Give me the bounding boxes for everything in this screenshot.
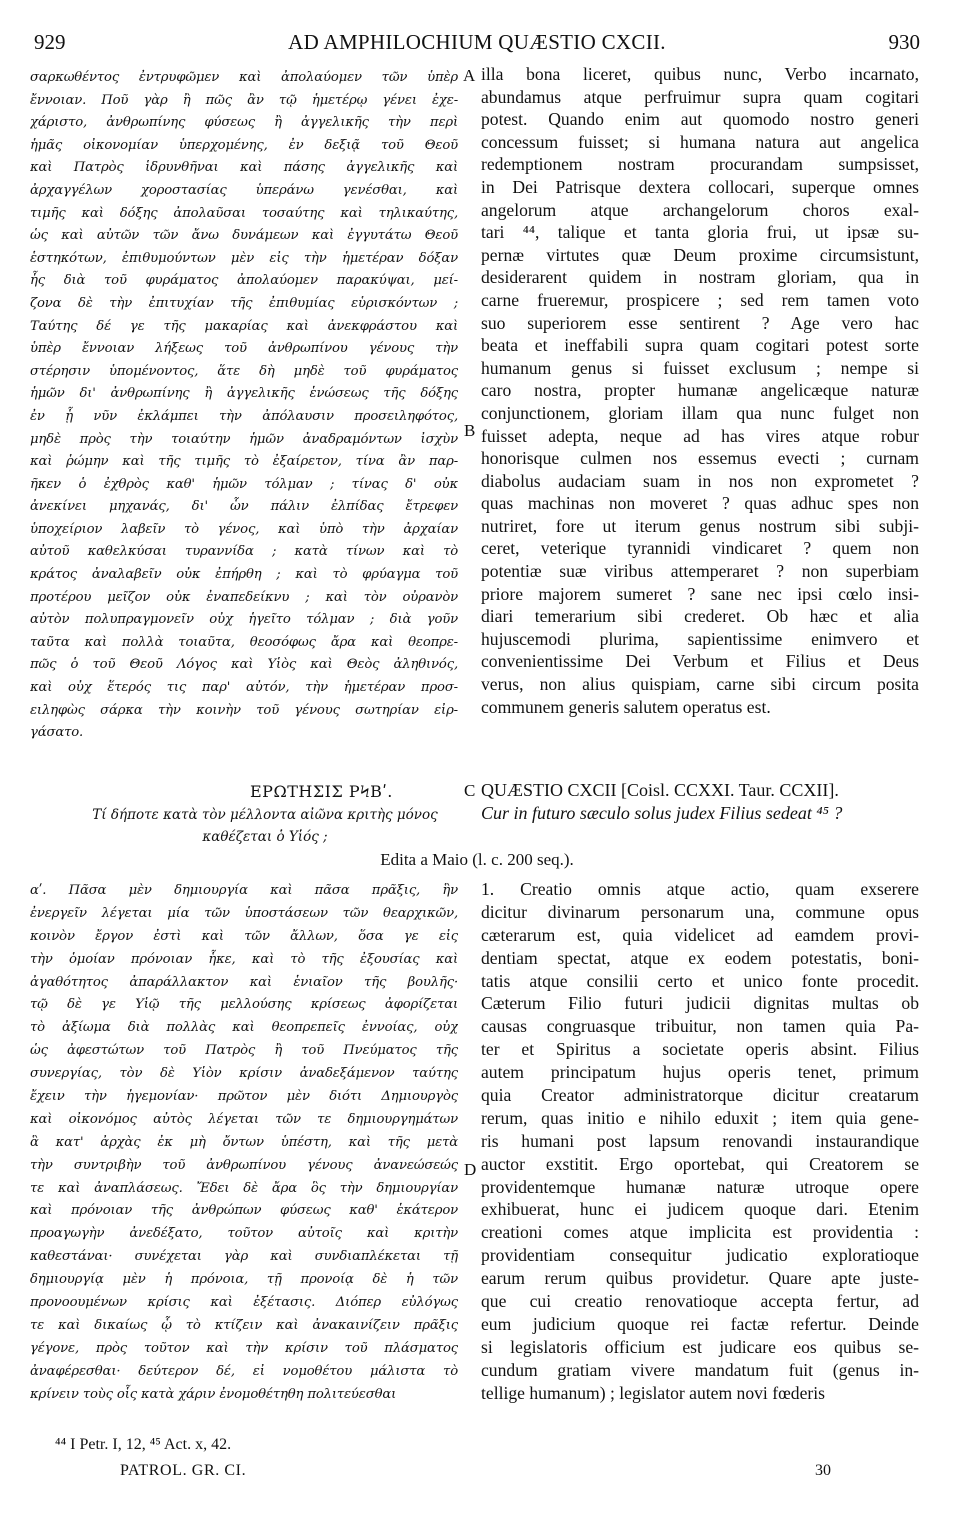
- text-line: ταῦτα καὶ πολλὰ τοιαῦτα, θεοσόφως ἄρα καὶ θεοπρε-: [30, 634, 458, 650]
- text-line: providentemque humanæ naturæ utroque opere: [481, 1176, 919, 1197]
- text-line: τὸ ἀξίωμα διὰ πολλὰς καὶ θεοπρεπεῖς ἐννοίας, οὐχ: [30, 1020, 458, 1036]
- text-line: ἃ κατ' ἀρχὰς ἐκ μὴ ὄντων ὑπέστη, καὶ τῆς μετὰ: [30, 1134, 458, 1150]
- running-title: AD AMPHILOCHIUM QUÆSTIO CXCII.: [288, 30, 666, 54]
- text-line: fuisset adepta, neque ad has vires atque robur: [481, 425, 919, 446]
- text-line: προνοουμένων κρίσις καὶ ἐξέτασις. Διόπερ εὐλόγως: [30, 1295, 458, 1311]
- greek-subtitle-line: Τί δήποτε κατὰ τὸν μέλλοντα αἰῶνα κριτὴς μόνος: [92, 807, 438, 823]
- edition-note: Edita a Maio (l. c. 200 seq.).: [380, 850, 574, 869]
- text-line: diari temerarium sibi crederet. Ob hæc et alia: [481, 606, 919, 627]
- text-line: verus, non alius quispiam, carne sibi circum posita: [481, 674, 919, 695]
- text-line: priore majorem sumeret ? sane nec ipsi cœlo insi-: [481, 583, 919, 604]
- text-line: ὑποχείριον λαβεῖν τὸ γένος, καὶ ὑπὸ τὴν ἀρχαίαν: [30, 521, 458, 537]
- text-line: ἀναφέρεσθαι· δεύτερον δέ, εἰ νομοθέτου μάλιστα τὸ: [30, 1363, 458, 1379]
- text-line: que cui creatio renovatioque accepta fertur, ad: [481, 1291, 919, 1312]
- text-line: exhibuerat, hunc ei judicem quoque dari. Etenim: [481, 1199, 919, 1220]
- text-line: communem generis salutem operatus est.: [481, 696, 771, 717]
- text-line: cundum gratiam vivere mandatum fuit (genus in-: [481, 1359, 919, 1380]
- text-line: τὴν συντριβὴν τοῦ ἀνθρωπίνου γένους ἀνανεώσεώς: [30, 1157, 458, 1173]
- text-line: στέρησιν ὑπομένοντος, ἅτε δὴ μηδὲ τοῦ φυράματος: [30, 363, 458, 379]
- text-line: ceret, veterique tyrannidi vindicaret ? quem non: [481, 538, 919, 559]
- greek-question-subtitle: [70, 804, 460, 848]
- text-line: ἡμῶν δι' ἀνθρωπίνης ἢ ἀγγελικῆς ἑνώσεως τῆς δόξης: [30, 386, 458, 402]
- text-line: potentiæ suæ viribus attemperaret ? non superbiam: [481, 561, 919, 582]
- text-line: ῆκεν ὁ ἐχθρὸς καθ' ἡμῶν τόλμαν ; τίνας δ' οὐκ: [30, 476, 458, 492]
- text-line: tari ⁴⁴, talique et tanta gloria frui, ut ipsæ su-: [481, 222, 919, 243]
- text-line: quia Creator administratorque dicitur creatarum: [481, 1085, 919, 1106]
- text-line: δημιουργίᾳ μὲν ἡ πρόνοια, τῇ προνοίᾳ δὲ ἡ τῶν: [30, 1272, 458, 1288]
- text-line: καὶ Πατρὸς ἱδρυνθῆναι καὶ πάσης ἀγγελικῆς καὶ: [30, 160, 458, 176]
- text-line: ὑπὲρ ἔννοιαν λήξεως τοῦ ἀνθρωπίνου γένους τὴν: [30, 341, 458, 357]
- text-line: ris humani post lapsum renovandi instaurandique: [481, 1130, 919, 1151]
- text-line: in Dei Patrisque dextera collocari, superque omnes: [481, 176, 919, 197]
- latin-question-title: QUÆSTIO CXCII [Coisl. CCXXI. Taur. CCXII].: [481, 780, 839, 800]
- text-line: humanum genus si fuisset exclusum ; nempe si: [481, 357, 919, 378]
- text-line: ἀνεκίνει μηχανάς, δι' ὧν πάλιν ἐλπίδας ἔτρεφεν: [30, 499, 458, 515]
- text-line: convenientissime Dei Verbum et Filius et Deus: [481, 651, 919, 672]
- text-line: ἀρχαγγέλων χοροστασίας ὑπεράνω γενέσθαι, καὶ: [30, 182, 458, 198]
- text-line: ειληφὼς σάρκα τὴν κοινὴν τοῦ γένους σωτηρίαν εἰρ-: [30, 702, 458, 718]
- text-line: καὶ οὐχ ἕτερός τις παρ' αὐτόν, τὴν ἡμετέραν προσ-: [30, 680, 458, 696]
- text-line: dicitur divinarum personarum una, commune opus: [481, 901, 919, 922]
- text-line: quas machinas non moveret ? quas adhuc spes non: [481, 493, 919, 514]
- text-line: cæterarum est, quia videlicet ad eamdem provi-: [481, 924, 919, 945]
- text-line: ἐν ᾗ νῦν ἐκλάμπει τὴν ἀπόλαυσιν προσειληφότος,: [30, 408, 458, 424]
- text-line: καὶ ῥώμην καὶ τῆς τιμῆς τὸ ἐξαίρετον, τίνα ἂν παρ-: [30, 454, 458, 470]
- text-line: ἔννοιαν. Ποῦ γὰρ ἢ πῶς ἂν τῷ ἡμετέρῳ γένει ἐχε-: [30, 92, 458, 108]
- text-line: ἧς διὰ τοῦ φυράματος ἀπολαύομεν παρακύψαι, μεί-: [30, 273, 458, 289]
- latin-column-bottom: [481, 878, 919, 1404]
- text-line: ἀγαθότητος ἀπαράλλακτον καὶ ἑνιαῖον τῆς βουλῆς·: [30, 974, 458, 990]
- text-line: ἐνεργεῖν λέγεται μία τῶν ὑποστάσεων τῶν θεαρχικῶν,: [30, 905, 458, 921]
- text-line: ὡς ἀφεστώτων τοῦ Πατρὸς ἢ τοῦ Πνεύματος τῆς: [30, 1043, 458, 1059]
- text-line: Cæterum Filio futuri judicii dignitas multas ob: [481, 993, 919, 1014]
- text-line: σαρκωθέντος ἐντρυφῶμεν καὶ ἀπολαύομεν τῶν ὑπὲρ: [30, 70, 458, 85]
- text-line: honorisque culmen nos essemus evecti ; curnam: [481, 448, 919, 469]
- text-line: auctor exstitit. Ergo oportebat, qui Creatorem se: [481, 1153, 919, 1174]
- text-line: eum judicium quoque rei factæ refertur. Deinde: [481, 1313, 919, 1334]
- greek-column-top: [30, 67, 458, 745]
- text-line: abundamus atque perfruimur supra quam cogitari: [481, 86, 919, 107]
- margin-marker-d: D: [464, 1160, 477, 1179]
- text-line: τε καὶ δικαίως ᾧ τὸ κτίζειν καὶ ἀνακαινίζειν πρᾶξις: [30, 1317, 458, 1333]
- text-line: hujuscemodi plurima, sapientissime enimvero et: [481, 628, 919, 649]
- text-line: carne fruerемur, prospicere ; sed rem tamen voto: [481, 289, 919, 310]
- series-label: PATROL. GR. CI.: [120, 1462, 247, 1479]
- text-line: ter et Spiritus a societate operis absint. Filius: [481, 1039, 919, 1060]
- page-number-left: 929: [34, 30, 66, 54]
- text-line: caro nostra, propter humanæ angelicæque naturæ: [481, 380, 919, 401]
- text-line: αὐτοῦ καθελκύσαι τυραννίδα ; κατὰ τίνων καὶ τὸ: [30, 544, 458, 560]
- greek-question-title: ΕΡΩΤΗΣΙΣ ΡϞΒʹ.: [250, 782, 393, 801]
- text-line: κρίνειν τοὺς οἷς κατὰ χάριν ἐνομοθέτηθη πολιτεύεσθαι: [30, 1386, 397, 1402]
- text-line: 1. Creatio omnis atque actio, quam exserere: [481, 879, 919, 899]
- footnotes: ⁴⁴ I Petr. I, 12, ⁴⁵ Act. x, 42.: [55, 1436, 232, 1453]
- text-line: αὐτὸν πολυπραγμονεῖν οὐχ ἡγεῖτο τόλμαν ; διὰ γοῦν: [30, 612, 458, 628]
- text-line: προτέρου μεῖζον οὐκ ἐναπεδείκνυ ; καὶ τὸν οὐρανὸν: [30, 589, 458, 605]
- text-line: potest. Quando enim aut quomodo nostro generi: [481, 109, 919, 130]
- text-line: ἡμᾶς οἰκονομίαν ὑπερχομένης, ἐν δεξιᾷ τοῦ Θεοῦ: [30, 137, 458, 153]
- text-line: concessum fuisset; si humana natura aut angelica: [481, 131, 919, 152]
- text-line: conjunctionem, gloriam illam qua nunc fulget non: [481, 402, 919, 423]
- text-line: diabolus audaciam suam in nos non exprometet ?: [481, 470, 919, 491]
- text-line: earum rerum quibus providetur. Quare apte juste-: [481, 1268, 919, 1289]
- text-line: κοινὸν ἔργον ἐστὶ καὶ τῶν ἄλλων, ὅσα γε εἰς: [30, 928, 458, 944]
- text-line: autem principatum hujus operis tenet, primum: [481, 1062, 919, 1083]
- text-line: καθεστάναι· συνέχεται γὰρ καὶ συνδιαπλέκεται τῇ: [30, 1249, 458, 1265]
- text-line: desiderarent quidem in nostram gloriam, qua in: [481, 267, 919, 288]
- text-line: καὶ πρόνοιαν τῆς ἀνθρώπων φύσεως καθ' ἑκάτερον: [30, 1203, 458, 1219]
- text-line: προαγωγὴν ἀνεδέξατο, τοῦτον αὐτοῖς καὶ κριτὴν: [30, 1226, 458, 1242]
- text-line: creationi comes atque implicita est providentia :: [481, 1222, 919, 1243]
- greek-column-bottom: [30, 880, 458, 1406]
- text-line: pernæ virtutes quæ Deum proxime circumsistunt,: [481, 244, 919, 265]
- margin-marker-a: A: [463, 66, 476, 85]
- text-line: Ταύτης δέ γε τῆς μακαρίας καὶ ἀνεκφράστου καὶ: [30, 318, 458, 334]
- text-line: τιμῆς καὶ δόξης ἀπολαῦσαι τοσαύτης καὶ τηλικαύτης,: [30, 205, 458, 221]
- text-line: angelorum atque archangelorum choros exal-: [481, 199, 919, 220]
- text-line: providentiam consequitur judicatio exploratioque: [481, 1245, 919, 1266]
- text-line: tatis atque consilii certo et unico fonte procedit.: [481, 970, 919, 991]
- text-line: τε καὶ ἀναπλάσεως. Ἔδει δὲ ἄρα ὃς τὴν δημιουργίαν: [30, 1180, 458, 1196]
- text-line: μηδὲ πρὸς τὴν τοιαύτην ἡμῶν ἀναδραμόντων ἰσχὺν: [30, 431, 458, 447]
- page-header: [34, 30, 920, 60]
- page-number-right: 930: [888, 30, 920, 54]
- text-line: γέγονε, πρὸς τοῦτον καὶ τὴν κρίσιν τοῦ πλάσματος: [30, 1340, 458, 1356]
- text-line: ἔχειν τὴν ἡγεμονίαν· πρῶτον μὲν διότι Δημιουργὸς: [30, 1089, 458, 1105]
- text-line: beata et ineffabili supra quam cogitari potest sorte: [481, 335, 919, 356]
- text-line: κράτος ἀναλαβεῖν οὐκ ἐπήρθη ; καὶ τὸ φρύαγμα τοῦ: [30, 567, 458, 583]
- text-line: nutriret, fore ut iterum genus nostrum sibi subji-: [481, 515, 919, 536]
- text-line: tellige humanum) ; legislator autem novi fœderis: [481, 1382, 825, 1403]
- text-line: suo superiorem esse sentirent ? Age vero hac: [481, 312, 919, 333]
- text-line: ὡς καὶ αὐτῶν τῶν ἄνω δυνάμεων καὶ ἐγγυτάτω Θεοῦ: [30, 228, 458, 244]
- margin-marker-c: C: [464, 781, 476, 800]
- text-line: πῶς ὁ τοῦ Θεοῦ Λόγος καὶ Υἱὸς καὶ Θεὸς ἀληθινός,: [30, 657, 458, 673]
- text-line: ἑστηκότων, ἐπιθυμούντων μὲν εἰς τὴν ἡμετέραν δόξαν: [30, 250, 458, 266]
- latin-question-subtitle: Cur in futuro sæculo solus judex Filius sedeat ⁴⁵ ?: [481, 803, 843, 823]
- text-line: χάριστο, ἀνθρωπίνης φύσεως ἢ ἀγγελικῆς τὴν περὶ: [30, 115, 458, 131]
- text-line: καὶ οἰκονόμος αὐτὸς λέγεται τῶν τε δημιουργημάτων: [30, 1111, 458, 1127]
- margin-marker-b: B: [464, 421, 476, 440]
- text-line: redemptionem nostram procurandam sumpsisset,: [481, 154, 919, 175]
- text-line: ζονα δὲ τὴν ἐπιτυχίαν τῆς ἐπιθυμίας εὑρισκόντων ;: [30, 295, 458, 311]
- text-line: rerum, quas initio e nihilo eduxit ; item quia gene-: [481, 1107, 919, 1128]
- text-line: αʹ. Πᾶσα μὲν δημιουργία καὶ πᾶσα πρᾶξις, ἣν: [30, 883, 458, 898]
- latin-column-top: [481, 63, 919, 718]
- text-line: τὴν ὁμοίαν πρόνοιαν ἧκε, καὶ τὸ τῆς ἐξουσίας καὶ: [30, 951, 458, 967]
- text-line: si legislatoris officium est judicare eos quibus se-: [481, 1336, 919, 1357]
- signature-number: 30: [815, 1462, 831, 1479]
- text-line: causas congruasque tribuitur, non tamen quia Pa-: [481, 1016, 919, 1037]
- text-line: συνεργίας, τὸν δὲ Υἱὸν κρίσιν ἀναδεξάμενον ταύτης: [30, 1066, 458, 1082]
- text-line: illa bona liceret, quibus nunc, Verbo incarnato,: [481, 64, 919, 84]
- text-line: dentiam spectat, atque ex eodem potestatis, boni-: [481, 947, 919, 968]
- text-line: γάσατο.: [30, 725, 84, 741]
- text-line: τῷ δὲ γε Υἱῷ τῆς μελλούσης κρίσεως ἀφορίζεται: [30, 997, 458, 1013]
- greek-subtitle-line: καθέζεται ὁ Υἱός ;: [202, 829, 328, 845]
